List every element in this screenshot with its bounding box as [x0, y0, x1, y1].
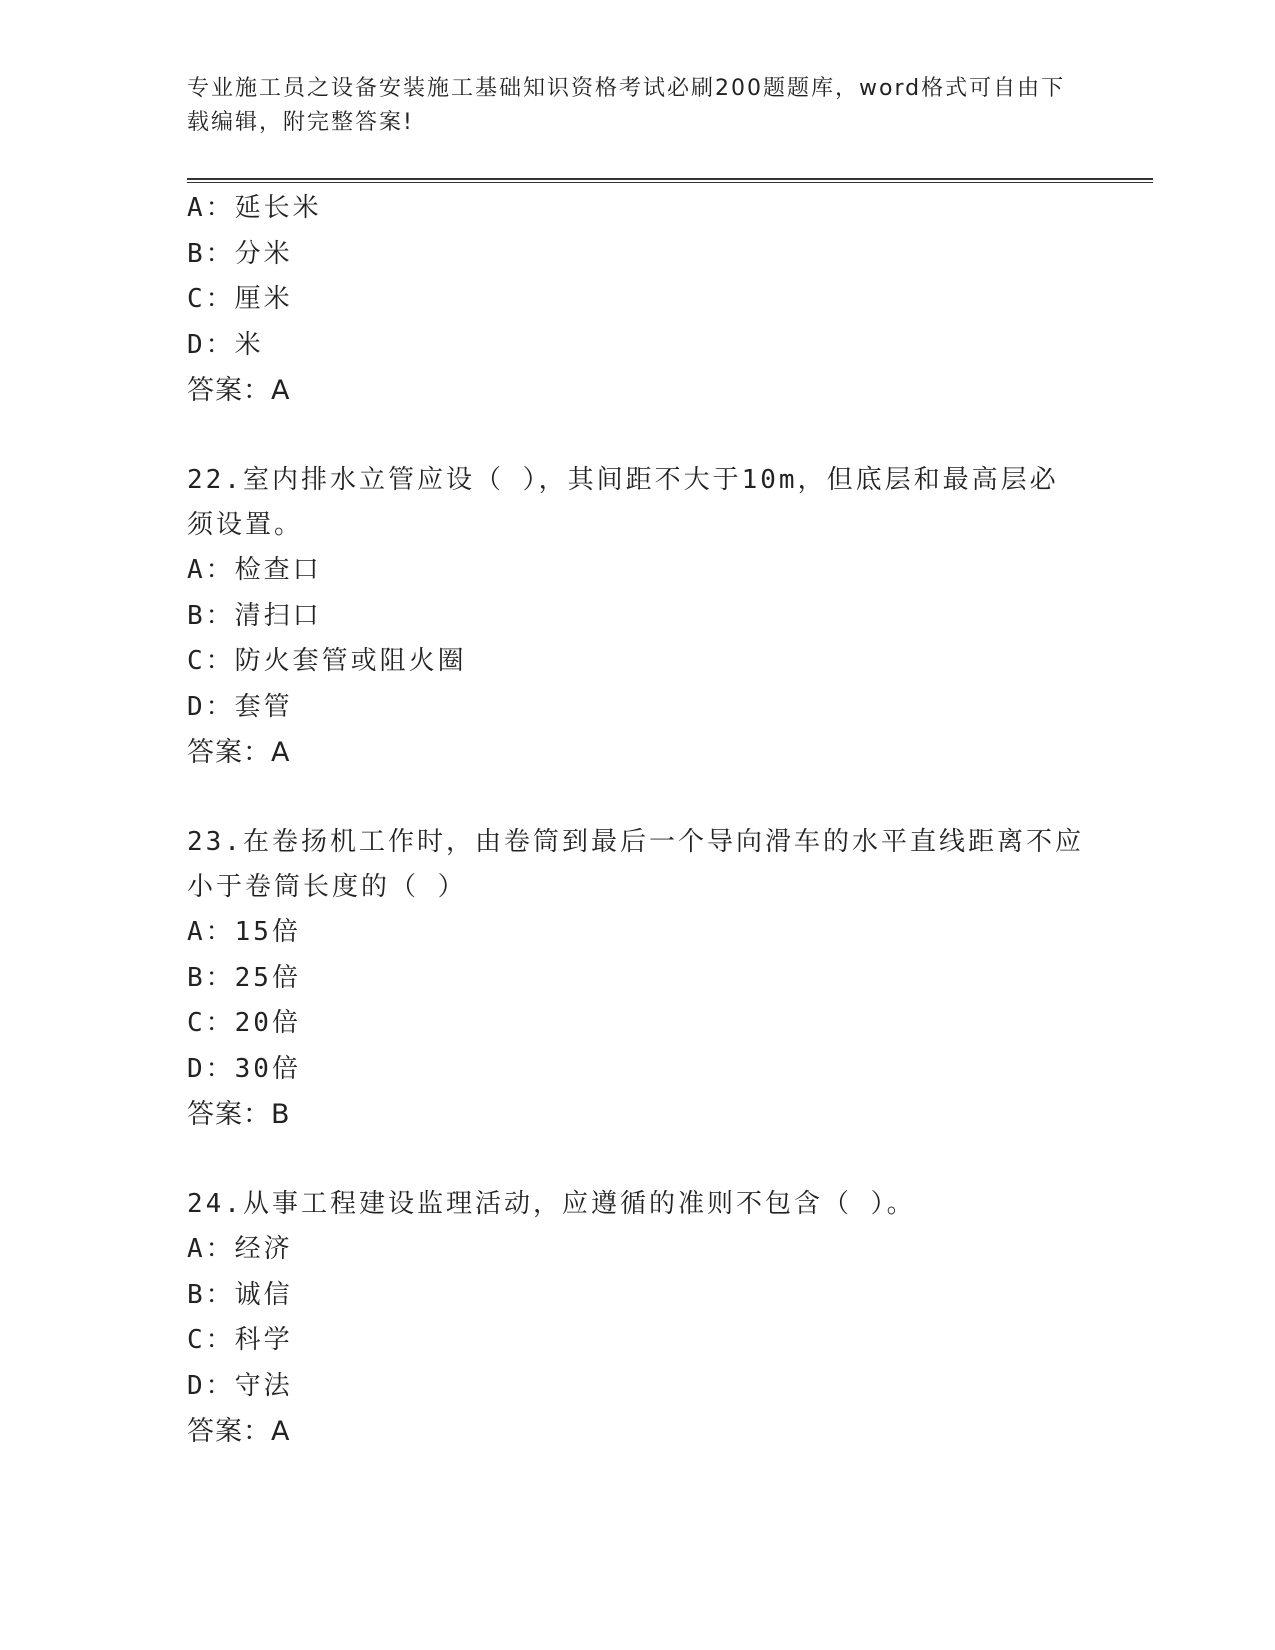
answer-line: 答案：A [187, 375, 291, 406]
option-a: A：检查口 [187, 555, 322, 585]
option-c: C：防火套管或阻火圈 [187, 646, 467, 676]
question-block-22 [187, 458, 1087, 775]
answer-line: 答案：B [187, 1099, 291, 1130]
question-block-23 [187, 820, 1087, 1137]
answer-line: 答案：A [187, 1416, 291, 1447]
option-c: C：20倍 [187, 1008, 301, 1038]
question-text: 22.室内排水立管应设（ ），其间距不大于10m，但底层和最高层必须设置。 [187, 465, 1059, 540]
option-b: B：清扫口 [187, 600, 322, 631]
option-b: B：25倍 [187, 962, 301, 993]
header-divider-thin [187, 182, 1153, 183]
answer-line: 答案：A [187, 737, 291, 768]
option-c: C：厘米 [187, 284, 293, 314]
option-b: B：分米 [187, 238, 293, 269]
question-list [187, 186, 1087, 1454]
header-divider [187, 178, 1153, 180]
option-a: A：15倍 [187, 917, 301, 947]
question-block-24 [187, 1182, 1087, 1454]
option-a: A：延长米 [187, 193, 322, 223]
header-title: 专业施工员之设备安装施工基础知识资格考试必刷200题题库，word格式可自由下载编辑，附完整答案! [187, 76, 1066, 135]
question-block-continued [187, 186, 1087, 413]
option-a: A：经济 [187, 1234, 293, 1264]
option-d: D：30倍 [187, 1053, 301, 1084]
option-c: C：科学 [187, 1325, 293, 1355]
question-text: 24.从事工程建设监理活动，应遵循的准则不包含（ ）。 [187, 1189, 916, 1219]
option-d: D：米 [187, 329, 264, 360]
document-header [187, 72, 1067, 140]
question-text: 23.在卷扬机工作时，由卷筒到最后一个导向滑车的水平直线距离不应小于卷筒长度的（ ） [187, 827, 1084, 902]
option-b: B：诚信 [187, 1279, 293, 1310]
option-d: D：守法 [187, 1370, 293, 1401]
option-d: D：套管 [187, 691, 293, 722]
